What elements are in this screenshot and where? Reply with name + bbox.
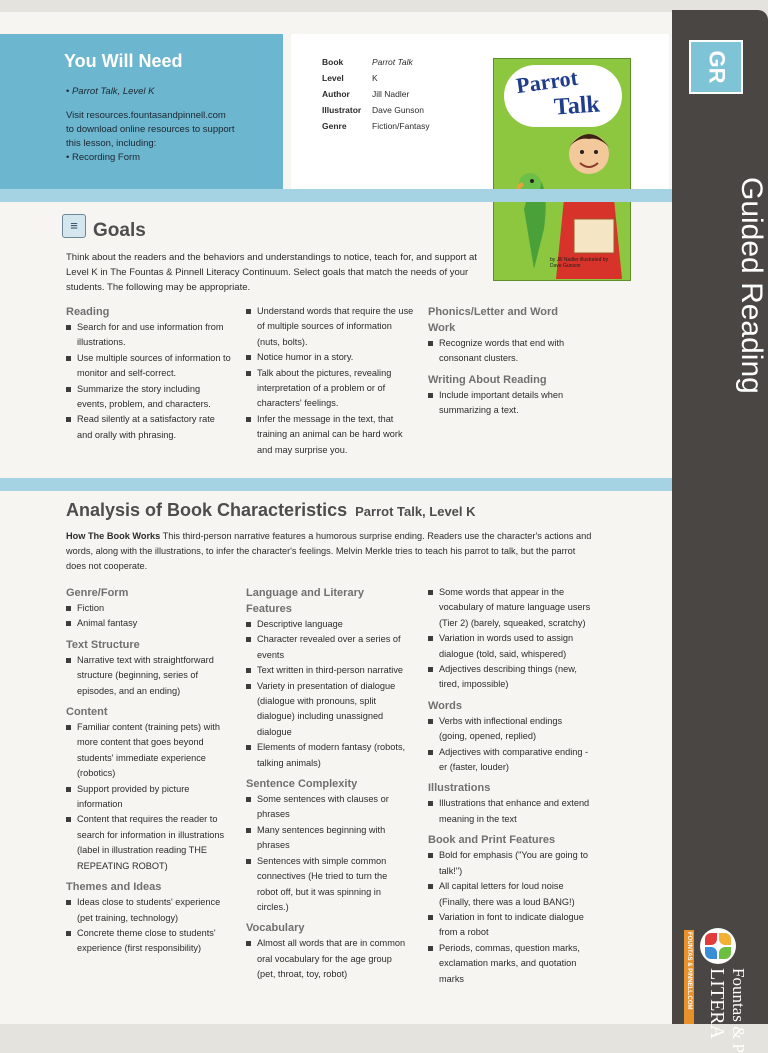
text-structure-list xyxy=(66,653,226,699)
list-item: Animal fantasy xyxy=(66,616,226,631)
tab-title: Guided Reading xyxy=(735,177,768,394)
list-item: Periods, commas, question marks, exclamation marks, and quotation marks xyxy=(428,941,592,987)
book-info-key: Author xyxy=(322,89,350,99)
book-info-key: Level xyxy=(322,73,344,83)
list-item: Search for and use information from illustrations. xyxy=(66,320,231,351)
gr-badge-label: GR xyxy=(704,50,729,84)
list-item: Support provided by picture information xyxy=(66,782,226,813)
list-item: Adjectives describing things (new, tired, impossible) xyxy=(428,662,592,693)
list-item: Include important details when summarizing a text. xyxy=(428,388,588,419)
list-item: All capital letters for loud noise (Finally, there was a loud BANG!) xyxy=(428,879,592,910)
book-info-key: Illustrator xyxy=(322,105,362,115)
genre-heading: Genre/Form xyxy=(66,587,129,599)
vocabulary-heading: Vocabulary xyxy=(246,922,305,935)
list-item: Almost all words that are in common oral vocabulary for the age group (pet, throat, toy, robot) xyxy=(246,936,410,982)
sentence-list xyxy=(246,792,410,915)
website-band-label: FOUNTAS & PINNELL.COM xyxy=(686,932,692,1010)
book-info-value: Parrot Talk xyxy=(372,57,413,67)
list-item: Descriptive language xyxy=(246,617,410,632)
list-item: Read silently at a satisfactory rate and orally with phrasing. xyxy=(66,412,231,443)
illustrations-heading: Illustrations xyxy=(428,782,491,795)
words-list xyxy=(428,714,592,776)
list-item: Use multiple sources of information to monitor and self-correct. xyxy=(66,351,231,382)
list-item: Elements of modern fantasy (robots, talking animals) xyxy=(246,740,410,771)
book-info-key: Book xyxy=(322,57,344,67)
book-info-value: Fiction/Fantasy xyxy=(372,121,430,131)
language-heading: Language and Literary Features xyxy=(246,587,364,615)
content-heading: Content xyxy=(66,706,108,719)
analysis-heading xyxy=(66,500,476,521)
cover-title-line1: Parrot xyxy=(514,64,580,99)
goals-middle-column xyxy=(246,304,414,458)
visit-line-2: to download online resources to support xyxy=(66,124,235,135)
list-item: Notice humor in a story. xyxy=(246,350,414,365)
list-item: Some words that appear in the vocabulary of mature language users (Tier 2) (barely, squeaked, scratchy) xyxy=(428,585,592,631)
list-item: Understand words that require the use of multiple sources of information (nuts, bolts). xyxy=(246,304,414,350)
reading-heading: Reading xyxy=(66,306,110,318)
book-icon: ≡ xyxy=(62,214,86,238)
book-cover-image xyxy=(493,58,631,281)
goals-intro: Think about the readers and the behaviors and understandings to notice, teach for, and support at Level K in The Fountas & Pinnell Literacy Continuum. Select goals that match the needs of your students. The following may be appropriate. xyxy=(66,252,477,293)
list-item: Narrative text with straightforward structure (beginning, series of episodes, and an ending) xyxy=(66,653,226,699)
list-item: Variety in presentation of dialogue (dialogue with pronouns, split dialogue) including unassigned dialogue xyxy=(246,679,410,741)
analysis-title: Analysis of Book Characteristics xyxy=(66,500,348,520)
list-item: Talk about the pictures, revealing interpretation of a problem or of characters' feelings. xyxy=(246,366,414,412)
list-item: Adjectives with comparative ending -er (faster, louder) xyxy=(428,745,592,776)
list-item: Illustrations that enhance and extend meaning in the text xyxy=(428,796,592,827)
list-item: Text written in third-person narrative xyxy=(246,663,410,678)
illustrations-list xyxy=(428,796,592,827)
publisher-logo-icon xyxy=(700,928,736,964)
list-item: Ideas close to students' experience (pet training, technology) xyxy=(66,895,226,926)
section-divider-top xyxy=(0,189,672,202)
book-info-value: Jill Nadler xyxy=(372,89,410,99)
needed-book: • Parrot Talk, Level K xyxy=(66,86,155,97)
list-item: Bold for emphasis ("You are going to talk!") xyxy=(428,848,592,879)
visit-line-3: this lesson, including: xyxy=(66,138,157,149)
list-item: Variation in font to indicate dialogue from a robot xyxy=(428,910,592,941)
list-item: Variation in words used to assign dialogue (told, said, whispered) xyxy=(428,631,592,662)
list-item: Summarize the story including events, problem, and characters. xyxy=(66,382,231,413)
text-structure-heading: Text Structure xyxy=(66,638,140,651)
section-divider-middle xyxy=(0,478,672,491)
analysis-column-1 xyxy=(66,585,226,957)
visit-line-1: Visit resources.fountasandpinnell.com xyxy=(66,110,226,121)
vocabulary-continued-list xyxy=(428,585,592,693)
writing-list xyxy=(428,388,588,419)
genre-list xyxy=(66,601,226,632)
how-book-works xyxy=(66,529,592,574)
analysis-column-3 xyxy=(428,585,592,987)
list-item: Character revealed over a series of events xyxy=(246,632,410,663)
how-book-works-label: How The Book Works xyxy=(66,531,161,541)
book-info-value: K xyxy=(372,73,378,83)
list-item: Content that requires the reader to search for information in illustrations (label in illustration reading THE REPEATING ROBOT) xyxy=(66,812,226,874)
gr-badge xyxy=(689,40,743,94)
list-item: Sentences with simple common connectives (He tried to turn the robot off, but it was spinning in circles.) xyxy=(246,854,410,916)
phonics-heading: Phonics/Letter and Word Work xyxy=(428,306,558,334)
book-info-key: Genre xyxy=(322,121,347,131)
list-item: Recognize words that end with consonant clusters. xyxy=(428,336,588,367)
list-item: Familiar content (training pets) with more content that goes beyond students' immediate experience (robotics) xyxy=(66,720,226,782)
phonics-list xyxy=(428,336,588,367)
you-will-need-title: You Will Need xyxy=(64,51,183,71)
list-item: Many sentences beginning with phrases xyxy=(246,823,410,854)
writing-heading: Writing About Reading xyxy=(428,373,547,386)
cover-title-line2: Talk xyxy=(553,91,601,121)
words-heading: Words xyxy=(428,699,463,712)
goals-title: Goals xyxy=(93,220,146,241)
book-info-value: Dave Gunson xyxy=(372,105,424,115)
publisher-name: Fountas & P xyxy=(729,968,748,1053)
needed-book-title: Parrot Talk, Level K xyxy=(71,86,155,97)
themes-heading: Themes and Ideas xyxy=(66,881,162,894)
language-list xyxy=(246,617,410,771)
list-item: Fiction xyxy=(66,601,226,616)
cover-credit: by Jill Nadler illustrated by Dave Gunson xyxy=(550,257,609,269)
goals-middle-list xyxy=(246,304,414,458)
goals-right-column xyxy=(428,304,588,419)
publisher-name-2: LITERA xyxy=(706,968,728,1040)
goals-reading-column xyxy=(66,304,231,443)
guided-reading-tab xyxy=(672,10,768,1024)
list-item: Verbs with inflectional endings (going, opened, replied) xyxy=(428,714,592,745)
vocabulary-list xyxy=(246,936,410,982)
list-item: Concrete theme close to students' experience (first responsibility) xyxy=(66,926,226,957)
how-book-works-text: This third-person narrative features a humorous surprise ending. Readers use the character's actions and words, along with the illustrations, to infer the character's feelings. Melvin Merkle tries to teach his parrot to talk, but the parrot does not cooperate. xyxy=(66,531,592,571)
print-features-list xyxy=(428,848,592,987)
analysis-column-2 xyxy=(246,585,410,983)
analysis-subtitle: Parrot Talk, Level K xyxy=(355,504,476,519)
website-band xyxy=(684,930,694,1024)
list-item: Infer the message in the text, that training an animal can be hard work and may surprise you. xyxy=(246,412,414,458)
recording-form: • Recording Form xyxy=(66,152,141,163)
content-list xyxy=(66,720,226,874)
list-item: Some sentences with clauses or phrases xyxy=(246,792,410,823)
sentence-heading: Sentence Complexity xyxy=(246,778,358,791)
reading-list xyxy=(66,320,231,443)
themes-list xyxy=(66,895,226,957)
cover-illustration xyxy=(494,59,631,281)
print-features-heading: Book and Print Features xyxy=(428,834,556,847)
